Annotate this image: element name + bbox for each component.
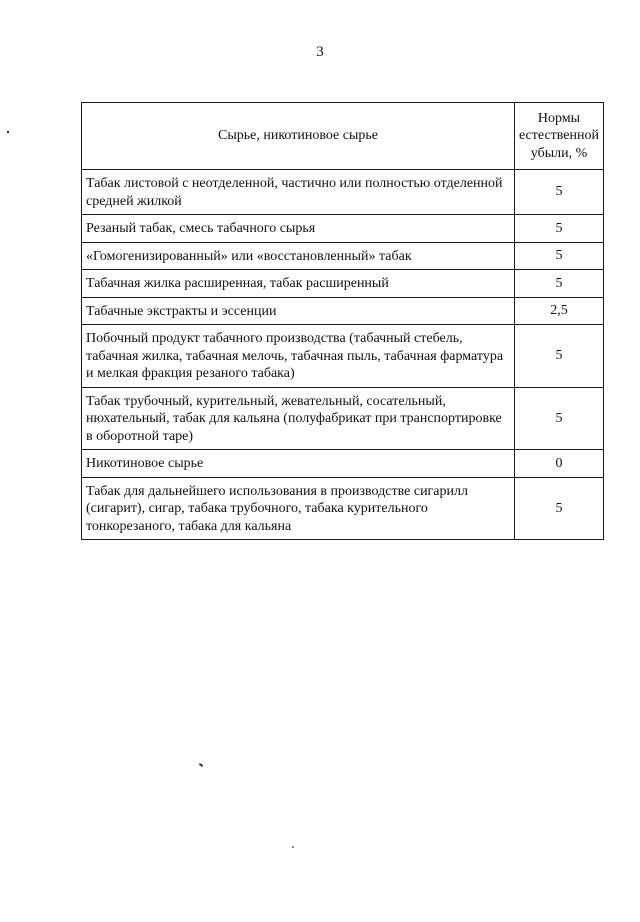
row-material-name: Табачная жилка расширенная, табак расширенный (82, 270, 515, 298)
loss-norms-table (81, 102, 604, 540)
header-loss-norm: Нормы естественной убыли, % (515, 103, 604, 170)
row-loss-norm: 5 (515, 170, 604, 215)
row-loss-norm: 5 (515, 477, 604, 540)
table-row (82, 270, 604, 298)
row-loss-norm: 5 (515, 270, 604, 298)
header-raw-material: Сырье, никотиновое сырье (82, 103, 515, 170)
row-material-name: Никотиновое сырье (82, 450, 515, 478)
row-material-name: Табак для дальнейшего использования в производстве сигарилл (сигарит), сигар, табака трубочного, табака курительного тонкорезаного, табака для кальяна (82, 477, 515, 540)
table-row (82, 242, 604, 270)
row-material-name: Табачные экстракты и эссенции (82, 297, 515, 325)
table-row (82, 215, 604, 243)
table-row (82, 387, 604, 450)
row-loss-norm: 0 (515, 450, 604, 478)
table-row (82, 325, 604, 388)
row-material-name: Резаный табак, смесь табачного сырья (82, 215, 515, 243)
page-number: 3 (316, 44, 324, 60)
table-row (82, 450, 604, 478)
row-loss-norm: 5 (515, 387, 604, 450)
row-loss-norm: 5 (515, 215, 604, 243)
row-loss-norm: 2,5 (515, 297, 604, 325)
row-loss-norm: 5 (515, 325, 604, 388)
row-loss-norm: 5 (515, 242, 604, 270)
table-header-row (82, 103, 604, 170)
scan-speck (7, 131, 9, 133)
row-material-name: «Гомогенизированный» или «восстановленный» табак (82, 242, 515, 270)
table-row (82, 297, 604, 325)
table-row (82, 477, 604, 540)
scan-speck (199, 763, 203, 767)
row-material-name: Табак трубочный, курительный, жевательный, сосательный, нюхательный, табак для кальяна (полуфабрикат при транспортировке в оборотной таре) (82, 387, 515, 450)
row-material-name: Табак листовой с неотделенной, частично или полностью отделенной средней жилкой (82, 170, 515, 215)
scan-speck (292, 846, 294, 848)
table-row (82, 170, 604, 215)
row-material-name: Побочный продукт табачного производства (табачный стебель, табачная жилка, табачная мелочь, табачная пыль, табачная фарматура и мелкая фракция резаного табака) (82, 325, 515, 388)
